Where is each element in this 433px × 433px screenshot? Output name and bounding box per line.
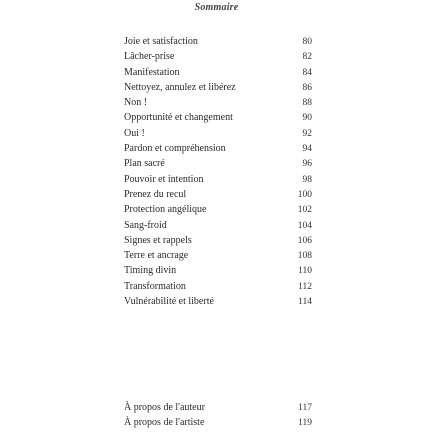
toc-entry-page: 106 — [297, 235, 312, 246]
toc-entry[interactable] — [124, 141, 312, 156]
toc-entry-label: Nettoyez, annulez et libérez — [124, 81, 236, 93]
toc-entry-page: 90 — [302, 113, 312, 124]
toc-entry[interactable] — [124, 400, 312, 415]
toc-entry-page: 112 — [298, 281, 312, 292]
toc-entry[interactable] — [124, 95, 312, 110]
toc-entry[interactable] — [124, 126, 312, 141]
toc-entry[interactable] — [124, 49, 312, 64]
toc-entry-page: 94 — [302, 144, 312, 155]
toc-entry-label: Manifestation — [124, 66, 180, 78]
toc-entry-label: Pardon et compréhension — [124, 143, 226, 155]
toc-entry-label: Pouvoir et intention — [124, 173, 204, 185]
toc-entry-label: Sang-froid — [124, 219, 167, 231]
toc-entry-label: Terre et ancrage — [124, 250, 189, 262]
toc-entry-label: Oui ! — [124, 127, 145, 139]
toc-entry-page: 104 — [297, 220, 312, 231]
toc-entry[interactable] — [124, 263, 312, 278]
toc-entry[interactable] — [124, 34, 312, 49]
toc-entry-page: 108 — [297, 251, 312, 262]
toc-entry-label: À propos de l'auteur — [124, 402, 205, 413]
toc-entry-label: Plan sacré — [124, 158, 165, 170]
toc-entry-page: 82 — [302, 52, 312, 63]
toc-entry[interactable] — [124, 233, 312, 248]
toc-entry-label: Opportunité et changement — [124, 112, 233, 124]
toc-entry-label: Signes et rappels — [124, 234, 192, 246]
toc-entry[interactable] — [124, 248, 312, 263]
toc-entry-page: 119 — [298, 418, 312, 428]
toc-entry-page: 100 — [297, 189, 312, 200]
toc-entry-label: Vulnérabilité et liberté — [124, 296, 214, 308]
toc-entry-page: 86 — [302, 82, 312, 93]
toc-entry-page: 117 — [298, 403, 312, 413]
toc-entry-label: Timing divin — [124, 265, 177, 277]
toc-entry-page: 92 — [302, 128, 312, 139]
table-of-contents — [124, 34, 312, 309]
toc-entry-page: 88 — [302, 98, 312, 109]
toc-entry-label: À propos de l'artiste — [124, 417, 205, 428]
page-title: Sommaire — [194, 2, 239, 13]
toc-entry[interactable] — [124, 80, 312, 95]
toc-entry-page: 84 — [302, 67, 312, 78]
toc-entry[interactable] — [124, 218, 312, 233]
toc-entry-page: 114 — [298, 297, 312, 308]
toc-entry[interactable] — [124, 279, 312, 294]
toc-entry-label: Prenez du recul — [124, 188, 187, 200]
toc-entry-page: 80 — [302, 37, 312, 47]
toc-entry-label: Joie et satisfaction — [124, 36, 198, 47]
table-of-contents-appendix — [124, 400, 312, 430]
toc-entry[interactable] — [124, 156, 312, 171]
toc-entry-page: 98 — [302, 174, 312, 185]
toc-entry-label: Non ! — [124, 97, 148, 109]
toc-entry[interactable] — [124, 294, 312, 309]
toc-entry[interactable] — [124, 110, 312, 125]
toc-entry[interactable] — [124, 65, 312, 80]
toc-entry[interactable] — [124, 187, 312, 202]
toc-entry-label: Protection angélique — [124, 204, 207, 216]
toc-entry[interactable] — [124, 415, 312, 430]
toc-entry-label: Transformation — [124, 280, 186, 292]
toc-entry-page: 102 — [297, 205, 312, 216]
toc-entry-page: 96 — [302, 159, 312, 170]
toc-entry-page: 110 — [298, 266, 312, 277]
toc-entry[interactable] — [124, 172, 312, 187]
toc-entry[interactable] — [124, 202, 312, 217]
toc-entry-label: Lâcher-prise — [124, 51, 175, 63]
